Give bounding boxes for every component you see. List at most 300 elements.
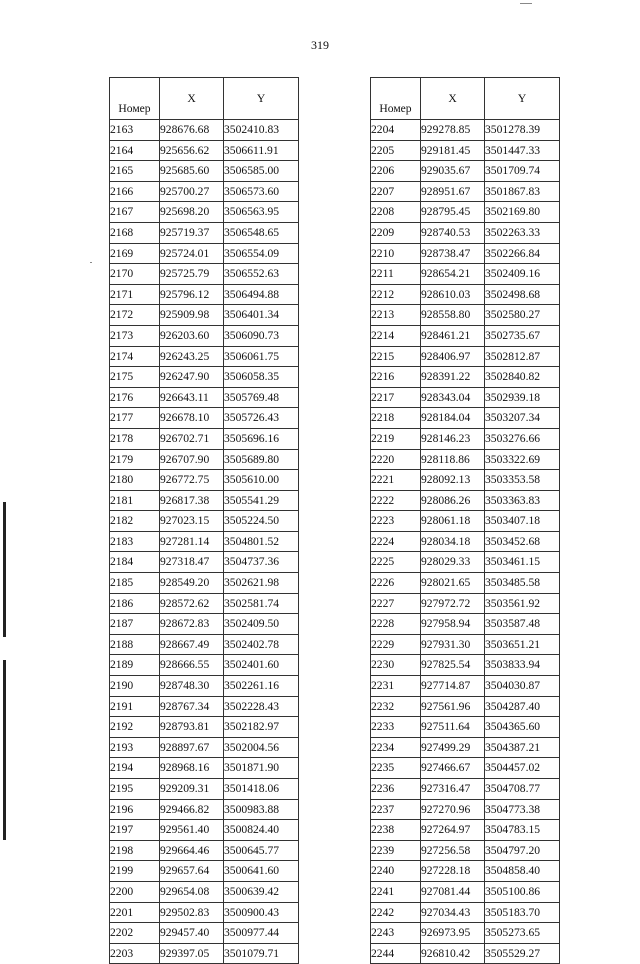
y-coordinate-cell: 3501871.90 [224, 758, 299, 779]
header-number: Номер [110, 78, 160, 120]
y-coordinate-cell: 3506548.65 [224, 222, 299, 243]
y-coordinate-cell: 3505273.65 [485, 923, 560, 944]
y-coordinate-cell: 3503485.58 [485, 573, 560, 594]
point-number-cell: 2231 [371, 676, 421, 697]
point-number-cell: 2198 [110, 840, 160, 861]
y-coordinate-cell: 3500983.88 [224, 799, 299, 820]
table-row [371, 717, 560, 738]
table-row [110, 943, 299, 964]
point-number-cell: 2229 [371, 634, 421, 655]
table-row [371, 820, 560, 841]
point-number-cell: 2176 [110, 387, 160, 408]
point-number-cell: 2188 [110, 634, 160, 655]
table-row [110, 902, 299, 923]
x-coordinate-cell: 928897.67 [160, 737, 224, 758]
point-number-cell: 2171 [110, 284, 160, 305]
table-row [110, 593, 299, 614]
y-coordinate-cell: 3502228.43 [224, 696, 299, 717]
point-number-cell: 2174 [110, 346, 160, 367]
table-row [110, 449, 299, 470]
x-coordinate-cell: 928146.23 [421, 428, 485, 449]
x-coordinate-cell: 928667.49 [160, 634, 224, 655]
point-number-cell: 2194 [110, 758, 160, 779]
x-coordinate-cell: 926243.25 [160, 346, 224, 367]
x-coordinate-cell: 928391.22 [421, 367, 485, 388]
point-number-cell: 2225 [371, 552, 421, 573]
table-row [110, 758, 299, 779]
table-row [371, 222, 560, 243]
point-number-cell: 2242 [371, 902, 421, 923]
point-number-cell: 2230 [371, 655, 421, 676]
point-number-cell: 2210 [371, 243, 421, 264]
point-number-cell: 2240 [371, 861, 421, 882]
y-coordinate-cell: 3501278.39 [485, 120, 560, 141]
y-coordinate-cell: 3502812.87 [485, 346, 560, 367]
table-row [110, 779, 299, 800]
table-row [371, 408, 560, 429]
table-row [110, 552, 299, 573]
table-row [110, 161, 299, 182]
table-row [110, 820, 299, 841]
point-number-cell: 2209 [371, 222, 421, 243]
table-row [371, 799, 560, 820]
table-row [371, 634, 560, 655]
x-coordinate-cell: 927281.14 [160, 531, 224, 552]
point-number-cell: 2232 [371, 696, 421, 717]
y-coordinate-cell: 3500977.44 [224, 923, 299, 944]
point-number-cell: 2224 [371, 531, 421, 552]
table-row [371, 655, 560, 676]
point-number-cell: 2237 [371, 799, 421, 820]
point-number-cell: 2165 [110, 161, 160, 182]
table-row [371, 758, 560, 779]
y-coordinate-cell: 3503587.48 [485, 614, 560, 635]
table-row [110, 861, 299, 882]
table-row [371, 490, 560, 511]
point-number-cell: 2163 [110, 120, 160, 141]
y-coordinate-cell: 3506058.35 [224, 367, 299, 388]
y-coordinate-cell: 3501867.83 [485, 181, 560, 202]
x-coordinate-cell: 927081.44 [421, 881, 485, 902]
point-number-cell: 2217 [371, 387, 421, 408]
point-number-cell: 2184 [110, 552, 160, 573]
y-coordinate-cell: 3503363.83 [485, 490, 560, 511]
table-row [110, 840, 299, 861]
x-coordinate-cell: 928343.04 [421, 387, 485, 408]
table-row [110, 470, 299, 491]
table-row [371, 573, 560, 594]
y-coordinate-cell: 3503276.66 [485, 428, 560, 449]
table-row [110, 222, 299, 243]
point-number-cell: 2172 [110, 305, 160, 326]
y-coordinate-cell: 3503651.21 [485, 634, 560, 655]
table-row [110, 573, 299, 594]
x-coordinate-cell: 927714.87 [421, 676, 485, 697]
x-coordinate-cell: 927023.15 [160, 511, 224, 532]
y-coordinate-cell: 3505224.50 [224, 511, 299, 532]
x-coordinate-cell: 929657.64 [160, 861, 224, 882]
x-coordinate-cell: 929457.40 [160, 923, 224, 944]
y-coordinate-cell: 3503461.15 [485, 552, 560, 573]
table-row [371, 840, 560, 861]
table-row [110, 655, 299, 676]
point-number-cell: 2190 [110, 676, 160, 697]
table-row [110, 614, 299, 635]
x-coordinate-cell: 927499.29 [421, 737, 485, 758]
x-coordinate-cell: 929181.45 [421, 140, 485, 161]
table-row [371, 325, 560, 346]
y-coordinate-cell: 3505689.80 [224, 449, 299, 470]
y-coordinate-cell: 3502401.60 [224, 655, 299, 676]
point-number-cell: 2182 [110, 511, 160, 532]
y-coordinate-cell: 3502939.18 [485, 387, 560, 408]
point-number-cell: 2236 [371, 779, 421, 800]
y-coordinate-cell: 3506090.73 [224, 325, 299, 346]
y-coordinate-cell: 3502621.98 [224, 573, 299, 594]
x-coordinate-cell: 925909.98 [160, 305, 224, 326]
table-row [371, 449, 560, 470]
point-number-cell: 2202 [110, 923, 160, 944]
table-row [371, 264, 560, 285]
y-coordinate-cell: 3504801.52 [224, 531, 299, 552]
point-number-cell: 2235 [371, 758, 421, 779]
y-coordinate-cell: 3500900.43 [224, 902, 299, 923]
point-number-cell: 2179 [110, 449, 160, 470]
point-number-cell: 2228 [371, 614, 421, 635]
point-number-cell: 2239 [371, 840, 421, 861]
x-coordinate-cell: 928672.83 [160, 614, 224, 635]
table-row [371, 593, 560, 614]
table-row [110, 799, 299, 820]
x-coordinate-cell: 926707.90 [160, 449, 224, 470]
y-coordinate-cell: 3504387.21 [485, 737, 560, 758]
point-number-cell: 2205 [371, 140, 421, 161]
x-coordinate-cell: 928118.86 [421, 449, 485, 470]
point-number-cell: 2211 [371, 264, 421, 285]
y-coordinate-cell: 3502004.56 [224, 737, 299, 758]
table-row [110, 367, 299, 388]
point-number-cell: 2170 [110, 264, 160, 285]
x-coordinate-cell: 928748.30 [160, 676, 224, 697]
x-coordinate-cell: 927972.72 [421, 593, 485, 614]
x-coordinate-cell: 925685.60 [160, 161, 224, 182]
table-header-row [110, 78, 299, 120]
y-coordinate-cell: 3505541.29 [224, 490, 299, 511]
table-row [371, 243, 560, 264]
y-coordinate-cell: 3505529.27 [485, 943, 560, 964]
x-coordinate-cell: 928793.81 [160, 717, 224, 738]
table-row [371, 552, 560, 573]
table-row [371, 284, 560, 305]
x-coordinate-cell: 928061.18 [421, 511, 485, 532]
x-coordinate-cell: 928767.34 [160, 696, 224, 717]
x-coordinate-cell: 925719.37 [160, 222, 224, 243]
x-coordinate-cell: 925796.12 [160, 284, 224, 305]
scan-margin-bar [3, 502, 6, 637]
point-number-cell: 2216 [371, 367, 421, 388]
point-number-cell: 2200 [110, 881, 160, 902]
point-number-cell: 2223 [371, 511, 421, 532]
y-coordinate-cell: 3506585.00 [224, 161, 299, 182]
x-coordinate-cell: 926678.10 [160, 408, 224, 429]
point-number-cell: 2241 [371, 881, 421, 902]
table-row [110, 387, 299, 408]
table-row [110, 511, 299, 532]
table-row [371, 346, 560, 367]
point-number-cell: 2166 [110, 181, 160, 202]
y-coordinate-cell: 3505696.16 [224, 428, 299, 449]
point-number-cell: 2199 [110, 861, 160, 882]
coordinates-table-left [109, 77, 299, 964]
point-number-cell: 2244 [371, 943, 421, 964]
x-coordinate-cell: 928406.97 [421, 346, 485, 367]
table-row [110, 202, 299, 223]
x-coordinate-cell: 929466.82 [160, 799, 224, 820]
y-coordinate-cell: 3505100.86 [485, 881, 560, 902]
point-number-cell: 2204 [371, 120, 421, 141]
point-number-cell: 2180 [110, 470, 160, 491]
page-number: 319 [311, 38, 329, 52]
table-header-row [371, 78, 560, 120]
y-coordinate-cell: 3506401.34 [224, 305, 299, 326]
table-row [371, 367, 560, 388]
x-coordinate-cell: 927511.64 [421, 717, 485, 738]
x-coordinate-cell: 926247.90 [160, 367, 224, 388]
table-row [110, 490, 299, 511]
scan-margin-bar [3, 660, 6, 840]
x-coordinate-cell: 926817.38 [160, 490, 224, 511]
x-coordinate-cell: 925700.27 [160, 181, 224, 202]
x-coordinate-cell: 928968.16 [160, 758, 224, 779]
table-row [110, 923, 299, 944]
y-coordinate-cell: 3502735.67 [485, 325, 560, 346]
point-number-cell: 2185 [110, 573, 160, 594]
y-coordinate-cell: 3503353.58 [485, 470, 560, 491]
y-coordinate-cell: 3500824.40 [224, 820, 299, 841]
x-coordinate-cell: 927958.94 [421, 614, 485, 635]
x-coordinate-cell: 927318.47 [160, 552, 224, 573]
table-row [110, 140, 299, 161]
x-coordinate-cell: 928034.18 [421, 531, 485, 552]
table-row [371, 305, 560, 326]
y-coordinate-cell: 3500639.42 [224, 881, 299, 902]
point-number-cell: 2222 [371, 490, 421, 511]
point-number-cell: 2191 [110, 696, 160, 717]
point-number-cell: 2175 [110, 367, 160, 388]
point-number-cell: 2183 [110, 531, 160, 552]
x-coordinate-cell: 928549.20 [160, 573, 224, 594]
y-coordinate-cell: 3506061.75 [224, 346, 299, 367]
point-number-cell: 2192 [110, 717, 160, 738]
y-coordinate-cell: 3506554.09 [224, 243, 299, 264]
x-coordinate-cell: 926702.71 [160, 428, 224, 449]
table-row [110, 881, 299, 902]
point-number-cell: 2193 [110, 737, 160, 758]
table-row [110, 634, 299, 655]
point-number-cell: 2186 [110, 593, 160, 614]
point-number-cell: 2227 [371, 593, 421, 614]
x-coordinate-cell: 927561.96 [421, 696, 485, 717]
x-coordinate-cell: 929561.40 [160, 820, 224, 841]
x-coordinate-cell: 929654.08 [160, 881, 224, 902]
x-coordinate-cell: 928666.55 [160, 655, 224, 676]
point-number-cell: 2233 [371, 717, 421, 738]
header-number: Номер [371, 78, 421, 120]
y-coordinate-cell: 3502402.78 [224, 634, 299, 655]
x-coordinate-cell: 926973.95 [421, 923, 485, 944]
point-number-cell: 2173 [110, 325, 160, 346]
header-x: X [421, 78, 485, 120]
point-number-cell: 2201 [110, 902, 160, 923]
table-row [371, 511, 560, 532]
x-coordinate-cell: 928738.47 [421, 243, 485, 264]
x-coordinate-cell: 926810.42 [421, 943, 485, 964]
scan-speck [90, 262, 92, 263]
y-coordinate-cell: 3502263.33 [485, 222, 560, 243]
y-coordinate-cell: 3504783.15 [485, 820, 560, 841]
x-coordinate-cell: 928740.53 [421, 222, 485, 243]
table-row [110, 325, 299, 346]
table-row [371, 470, 560, 491]
header-y: Y [224, 78, 299, 120]
y-coordinate-cell: 3504287.40 [485, 696, 560, 717]
table-row [371, 696, 560, 717]
point-number-cell: 2187 [110, 614, 160, 635]
point-number-cell: 2238 [371, 820, 421, 841]
point-number-cell: 2177 [110, 408, 160, 429]
y-coordinate-cell: 3504457.02 [485, 758, 560, 779]
table-row [371, 881, 560, 902]
point-number-cell: 2221 [371, 470, 421, 491]
table-row [110, 264, 299, 285]
y-coordinate-cell: 3504858.40 [485, 861, 560, 882]
y-coordinate-cell: 3503833.94 [485, 655, 560, 676]
point-number-cell: 2218 [371, 408, 421, 429]
x-coordinate-cell: 929397.05 [160, 943, 224, 964]
point-number-cell: 2208 [371, 202, 421, 223]
y-coordinate-cell: 3504797.20 [485, 840, 560, 861]
y-coordinate-cell: 3503452.68 [485, 531, 560, 552]
table-row [371, 779, 560, 800]
x-coordinate-cell: 926643.11 [160, 387, 224, 408]
x-coordinate-cell: 928461.21 [421, 325, 485, 346]
table-row [371, 676, 560, 697]
table-row [371, 943, 560, 964]
y-coordinate-cell: 3502266.84 [485, 243, 560, 264]
point-number-cell: 2169 [110, 243, 160, 264]
table-row [110, 428, 299, 449]
point-number-cell: 2214 [371, 325, 421, 346]
table-row [110, 408, 299, 429]
y-coordinate-cell: 3502409.50 [224, 614, 299, 635]
table-row [371, 861, 560, 882]
x-coordinate-cell: 929664.46 [160, 840, 224, 861]
header-x: X [160, 78, 224, 120]
point-number-cell: 2181 [110, 490, 160, 511]
point-number-cell: 2207 [371, 181, 421, 202]
point-number-cell: 2243 [371, 923, 421, 944]
x-coordinate-cell: 927825.54 [421, 655, 485, 676]
x-coordinate-cell: 929035.67 [421, 161, 485, 182]
point-number-cell: 2226 [371, 573, 421, 594]
table-row [110, 696, 299, 717]
x-coordinate-cell: 929278.85 [421, 120, 485, 141]
point-number-cell: 2203 [110, 943, 160, 964]
x-coordinate-cell: 928654.21 [421, 264, 485, 285]
point-number-cell: 2164 [110, 140, 160, 161]
x-coordinate-cell: 928610.03 [421, 284, 485, 305]
x-coordinate-cell: 928184.04 [421, 408, 485, 429]
y-coordinate-cell: 3502580.27 [485, 305, 560, 326]
table-row [110, 346, 299, 367]
y-coordinate-cell: 3501079.71 [224, 943, 299, 964]
table-row [371, 531, 560, 552]
x-coordinate-cell: 927466.67 [421, 758, 485, 779]
x-coordinate-cell: 925725.79 [160, 264, 224, 285]
table-row [371, 923, 560, 944]
x-coordinate-cell: 927316.47 [421, 779, 485, 800]
y-coordinate-cell: 3501418.06 [224, 779, 299, 800]
x-coordinate-cell: 925656.62 [160, 140, 224, 161]
x-coordinate-cell: 928558.80 [421, 305, 485, 326]
point-number-cell: 2167 [110, 202, 160, 223]
y-coordinate-cell: 3502409.16 [485, 264, 560, 285]
y-coordinate-cell: 3501709.74 [485, 161, 560, 182]
y-coordinate-cell: 3504365.60 [485, 717, 560, 738]
table-row [110, 284, 299, 305]
point-number-cell: 2212 [371, 284, 421, 305]
table-row [371, 140, 560, 161]
y-coordinate-cell: 3504030.87 [485, 676, 560, 697]
x-coordinate-cell: 925724.01 [160, 243, 224, 264]
x-coordinate-cell: 928021.65 [421, 573, 485, 594]
point-number-cell: 2220 [371, 449, 421, 470]
point-number-cell: 2196 [110, 799, 160, 820]
x-coordinate-cell: 927931.30 [421, 634, 485, 655]
table-row [110, 120, 299, 141]
table-row [110, 305, 299, 326]
y-coordinate-cell: 3506611.91 [224, 140, 299, 161]
y-coordinate-cell: 3506552.63 [224, 264, 299, 285]
point-number-cell: 2195 [110, 779, 160, 800]
point-number-cell: 2213 [371, 305, 421, 326]
x-coordinate-cell: 926203.60 [160, 325, 224, 346]
table-row [371, 120, 560, 141]
x-coordinate-cell: 928086.26 [421, 490, 485, 511]
x-coordinate-cell: 927256.58 [421, 840, 485, 861]
y-coordinate-cell: 3502498.68 [485, 284, 560, 305]
y-coordinate-cell: 3505726.43 [224, 408, 299, 429]
header-y: Y [485, 78, 560, 120]
table-row [371, 181, 560, 202]
y-coordinate-cell: 3505183.70 [485, 902, 560, 923]
y-coordinate-cell: 3502169.80 [485, 202, 560, 223]
scan-speck [520, 3, 532, 4]
x-coordinate-cell: 927264.97 [421, 820, 485, 841]
x-coordinate-cell: 927270.96 [421, 799, 485, 820]
table-row [110, 531, 299, 552]
table-row [110, 676, 299, 697]
y-coordinate-cell: 3506573.60 [224, 181, 299, 202]
table-row [110, 717, 299, 738]
y-coordinate-cell: 3503207.34 [485, 408, 560, 429]
x-coordinate-cell: 925698.20 [160, 202, 224, 223]
y-coordinate-cell: 3501447.33 [485, 140, 560, 161]
table-row [371, 902, 560, 923]
y-coordinate-cell: 3505769.48 [224, 387, 299, 408]
point-number-cell: 2189 [110, 655, 160, 676]
x-coordinate-cell: 928795.45 [421, 202, 485, 223]
